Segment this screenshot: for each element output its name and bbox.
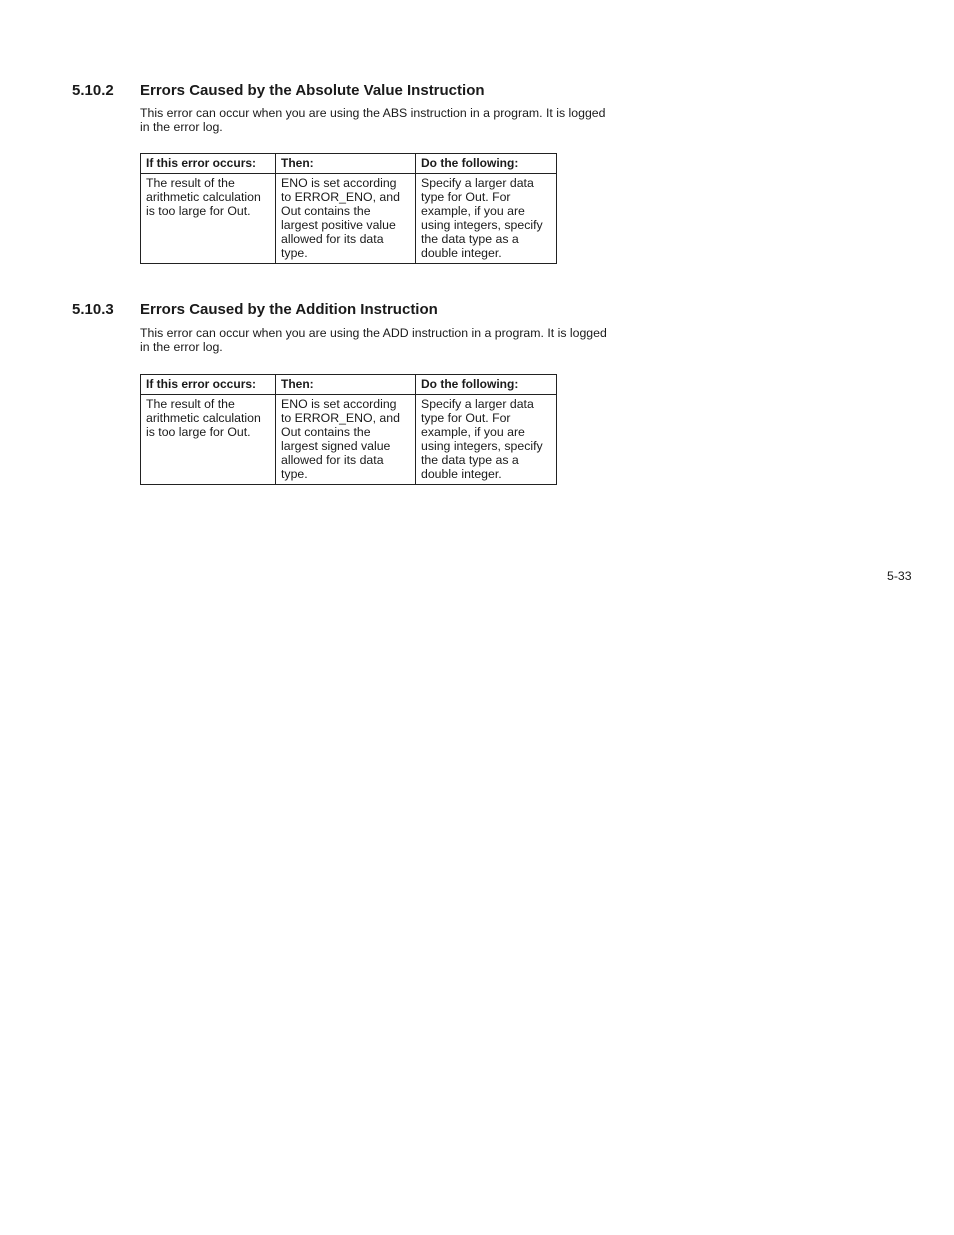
intro-line: in the error log.: [140, 120, 223, 134]
cell-line: to ERROR_ENO, and: [281, 411, 400, 425]
header-then: Then:: [276, 154, 416, 174]
header-then: Then:: [276, 375, 416, 395]
cell-line: is too large for Out.: [146, 425, 251, 439]
cell-line: allowed for its data: [281, 453, 384, 467]
cell-line: is too large for Out.: [146, 204, 251, 218]
cell-line: type for Out. For: [421, 411, 511, 425]
cell-line: The result of the: [146, 397, 235, 411]
table-row: [141, 174, 557, 264]
table-header-row: [141, 375, 557, 395]
cell-line: arithmetic calculation: [146, 411, 261, 425]
section-title: Errors Caused by the Addition Instruction: [140, 301, 438, 318]
error-table: [140, 153, 557, 264]
cell-then: [276, 395, 416, 485]
section-heading: [72, 301, 438, 319]
intro-line: This error can occur when you are using the ADD instruction in a program. It is logged: [140, 326, 607, 340]
cell-line: ENO is set according: [281, 176, 397, 190]
cell-line: The result of the: [146, 176, 235, 190]
section-intro: [140, 326, 630, 354]
cell-line: using integers, specify: [421, 218, 543, 232]
header-do-following: Do the following:: [416, 154, 557, 174]
cell-line: using integers, specify: [421, 439, 543, 453]
section-intro: [140, 106, 630, 134]
cell-line: double integer.: [421, 246, 502, 260]
cell-line: example, if you are: [421, 204, 525, 218]
cell-line: ENO is set according: [281, 397, 397, 411]
cell-line: largest signed value: [281, 439, 391, 453]
cell-line: example, if you are: [421, 425, 525, 439]
cell-line: allowed for its data: [281, 232, 384, 246]
cell-action: [416, 174, 557, 264]
page-number: 5-33: [887, 569, 912, 583]
cell-line: Specify a larger data: [421, 397, 534, 411]
cell-line: largest positive value: [281, 218, 396, 232]
header-if-error-occurs: If this error occurs:: [141, 154, 276, 174]
section-number: 5.10.3: [72, 301, 114, 318]
cell-line: Out contains the: [281, 204, 371, 218]
section-heading: [72, 82, 485, 100]
cell-line: to ERROR_ENO, and: [281, 190, 400, 204]
cell-condition: [141, 395, 276, 485]
cell-line: the data type as a: [421, 232, 519, 246]
table-header-row: [141, 154, 557, 174]
cell-line: the data type as a: [421, 453, 519, 467]
intro-line: in the error log.: [140, 340, 223, 354]
cell-then: [276, 174, 416, 264]
cell-action: [416, 395, 557, 485]
cell-line: type.: [281, 246, 308, 260]
header-do-following: Do the following:: [416, 375, 557, 395]
cell-line: arithmetic calculation: [146, 190, 261, 204]
error-table: [140, 374, 557, 485]
cell-line: type for Out. For: [421, 190, 511, 204]
cell-line: double integer.: [421, 467, 502, 481]
cell-line: Out contains the: [281, 425, 371, 439]
table-row: [141, 395, 557, 485]
header-if-error-occurs: If this error occurs:: [141, 375, 276, 395]
cell-condition: [141, 174, 276, 264]
intro-line: This error can occur when you are using the ABS instruction in a program. It is logged: [140, 106, 606, 120]
section-number: 5.10.2: [72, 82, 114, 99]
cell-line: Specify a larger data: [421, 176, 534, 190]
section-title: Errors Caused by the Absolute Value Instruction: [140, 82, 485, 99]
cell-line: type.: [281, 467, 308, 481]
